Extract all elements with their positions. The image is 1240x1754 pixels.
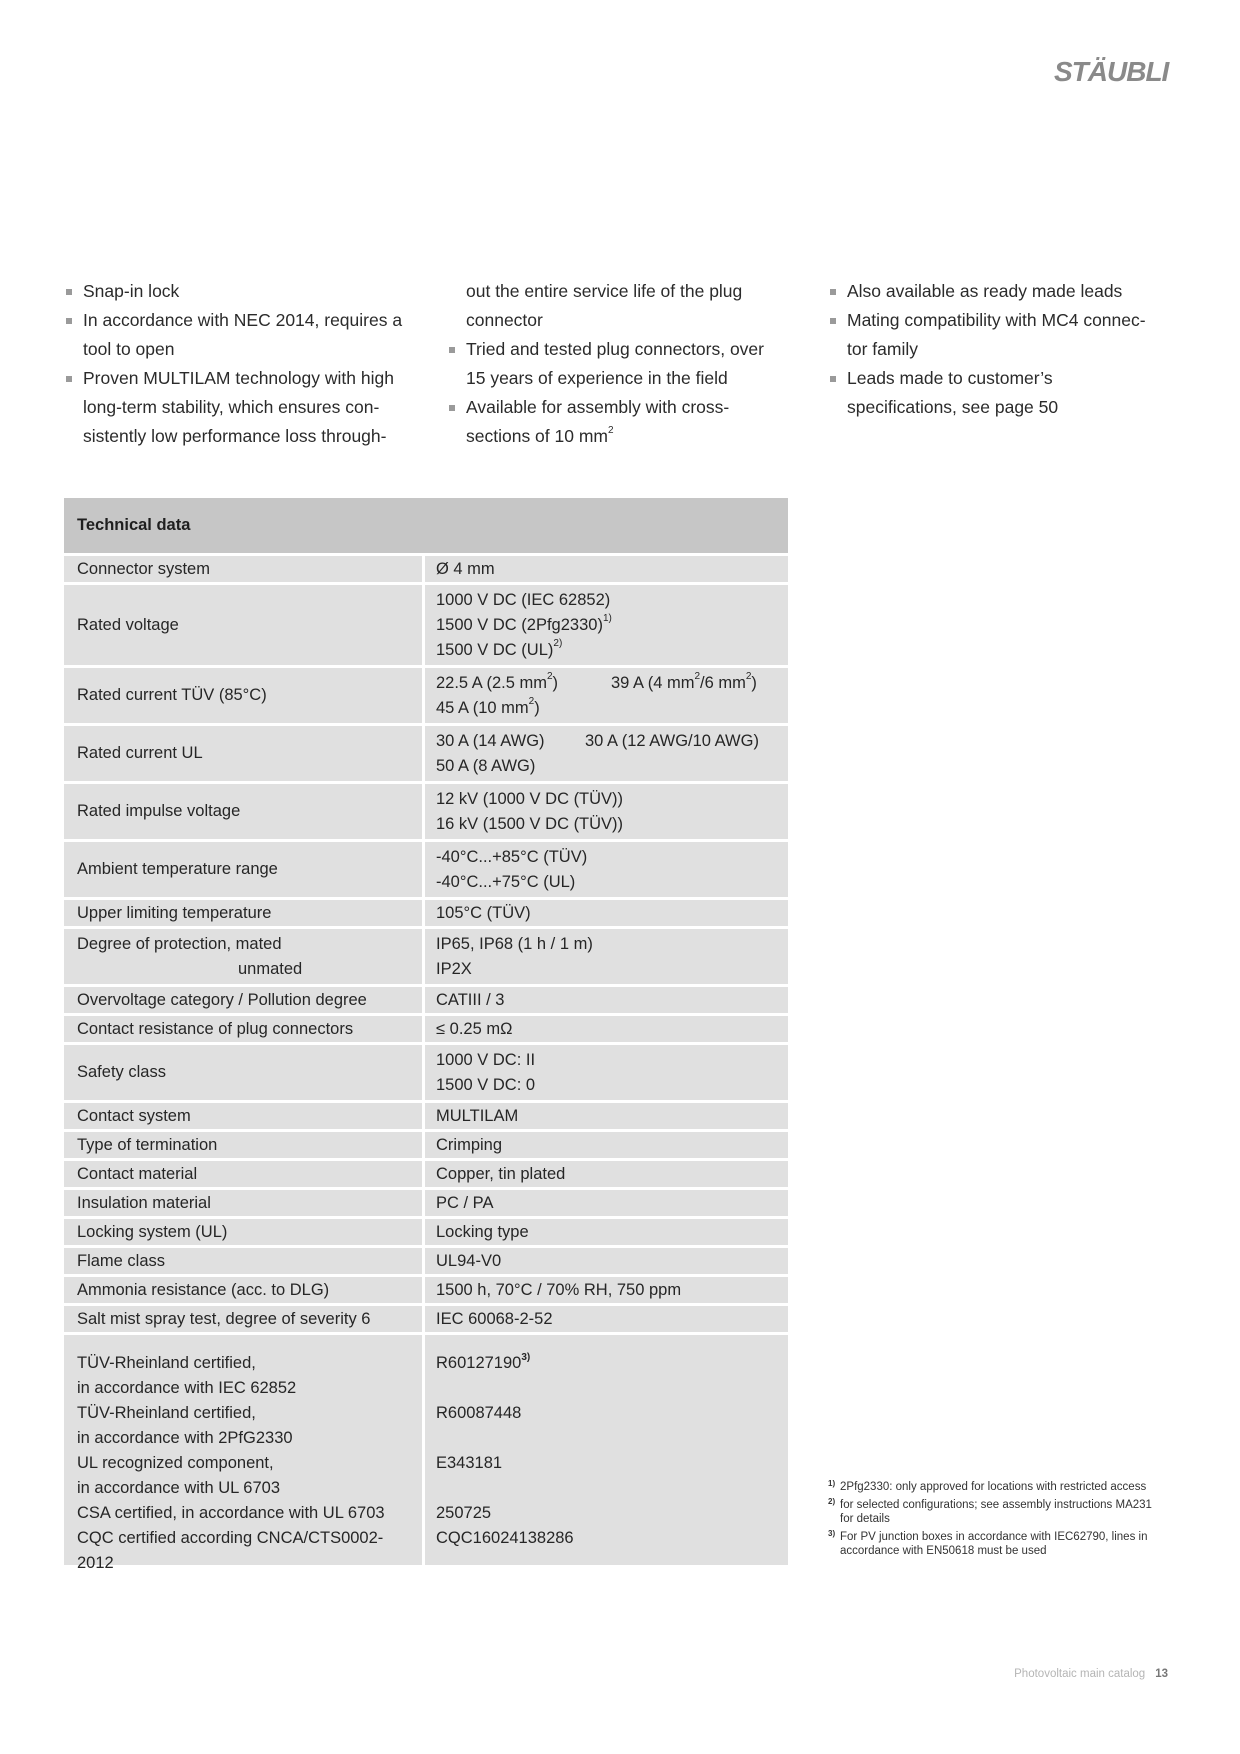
feature-item xyxy=(64,306,404,335)
value-text: ) xyxy=(751,673,757,692)
feature-text: connector xyxy=(466,310,543,330)
footnote xyxy=(828,1530,1168,1558)
label-line: TÜV-Rheinland certified, xyxy=(77,1404,256,1422)
row-value: Copper, tin plated xyxy=(436,1164,566,1183)
feature-item xyxy=(828,364,1168,393)
row-value xyxy=(425,929,788,984)
footnote-ref: 2) xyxy=(553,638,563,649)
row-value xyxy=(425,585,788,665)
feature-item xyxy=(447,393,787,422)
feature-item xyxy=(64,422,404,451)
feature-item xyxy=(447,277,787,306)
value-line: IP65, IP68 (1 h / 1 m) xyxy=(436,934,593,953)
features-column-2 xyxy=(447,277,787,451)
row-value xyxy=(425,842,788,897)
row-label: Ambient temperature range xyxy=(64,842,425,897)
row-label: Ammonia resistance (acc. to DLG) xyxy=(64,1277,425,1303)
footnotes xyxy=(828,1480,1168,1562)
value-cell xyxy=(436,671,611,696)
feature-text: tor family xyxy=(847,339,918,359)
row-label: Rated current TÜV (85°C) xyxy=(64,668,425,723)
feature-text: out the entire service life of the plug xyxy=(466,281,743,301)
bullet-icon xyxy=(830,289,836,295)
feature-item xyxy=(447,335,787,364)
table-row xyxy=(64,842,788,900)
label-line: CSA certified, in accordance with UL 6703 xyxy=(77,1504,385,1522)
feature-text: sistently low performance loss through- xyxy=(83,426,387,446)
value-line: -40°C...+85°C (TÜV) xyxy=(436,847,588,866)
row-label xyxy=(64,929,425,984)
staubli-logo-mark xyxy=(1052,50,1180,90)
feature-item xyxy=(447,422,787,451)
feature-text: Snap-in lock xyxy=(83,281,180,301)
value-cell: 30 A (12 AWG/10 AWG) xyxy=(585,731,759,750)
row-label: Upper limiting temperature xyxy=(64,900,425,926)
footnote-text: For PV junction boxes in accordance with IEC62790, lines in accordance with EN50618 must be used xyxy=(840,1531,1148,1557)
value-text: 39 A (4 mm xyxy=(611,673,695,692)
row-label: Flame class xyxy=(64,1248,425,1274)
feature-text: specifications, see page 50 xyxy=(847,397,1059,417)
table-row xyxy=(64,929,788,987)
row-value: 1500 h, 70°C / 70% RH, 750 ppm xyxy=(436,1280,682,1299)
value-text: R60127190 xyxy=(436,1354,522,1372)
row-value: 105°C (TÜV) xyxy=(436,903,531,922)
label-line: TÜV-Rheinland certified, xyxy=(77,1354,256,1372)
footnote xyxy=(828,1480,1168,1494)
feature-text: Tried and tested plug connectors, over xyxy=(466,339,764,359)
staubli-logo xyxy=(1052,50,1180,90)
feature-text: long-term stability, which ensures con- xyxy=(83,397,380,417)
table-row-certifications xyxy=(64,1335,788,1572)
technical-data-title: Technical data xyxy=(64,498,788,556)
label-line: in accordance with 2PfG2330 xyxy=(77,1429,293,1447)
row-label: Contact resistance of plug connectors xyxy=(64,1016,425,1042)
value-line: -40°C...+75°C (UL) xyxy=(436,872,576,891)
catalog-name: Photovoltaic main catalog xyxy=(1014,1668,1146,1680)
row-label: Insulation material xyxy=(64,1190,425,1216)
value-line xyxy=(436,671,777,696)
footnote-number: 1) xyxy=(828,1479,836,1488)
feature-item xyxy=(447,306,787,335)
feature-item xyxy=(828,306,1168,335)
row-value: IEC 60068-2-52 xyxy=(436,1309,553,1328)
value-line: E343181 xyxy=(436,1454,503,1472)
feature-item xyxy=(828,393,1168,422)
feature-item xyxy=(828,335,1168,364)
feature-text: 15 years of experience in the field xyxy=(466,368,728,388)
table-row xyxy=(64,1248,788,1277)
row-value: ≤ 0.25 mΩ xyxy=(436,1019,513,1038)
bullet-icon xyxy=(449,347,455,353)
page-footer xyxy=(1014,1668,1168,1680)
value-line xyxy=(436,696,777,721)
value-text: ) xyxy=(552,673,559,692)
value-line xyxy=(436,1376,441,1401)
row-value xyxy=(425,726,788,781)
feature-item xyxy=(64,364,404,393)
row-value: CATIII / 3 xyxy=(436,990,505,1009)
logo-text: STÄUBLI xyxy=(1054,56,1169,87)
value-line xyxy=(436,1426,441,1451)
table-row xyxy=(64,1103,788,1132)
row-value: MULTILAM xyxy=(436,1106,519,1125)
value-text: 1500 V DC (2Pfg2330) xyxy=(436,615,603,634)
technical-data-table xyxy=(64,498,788,1572)
footnote-text: for selected configurations; see assembly instructions MA231 for details xyxy=(840,1499,1152,1525)
value-text: 22.5 A (2.5 mm xyxy=(436,673,547,692)
value-text: ) xyxy=(534,698,540,717)
table-row xyxy=(64,1277,788,1306)
value-text: /6 mm xyxy=(700,673,746,692)
value-line: 1000 V DC (IEC 62852) xyxy=(436,590,611,609)
table-row xyxy=(64,900,788,929)
feature-item xyxy=(828,277,1168,306)
value-line: 1500 V DC: 0 xyxy=(436,1075,536,1094)
bullet-icon xyxy=(66,318,72,324)
row-value xyxy=(425,1335,788,1565)
row-value: UL94-V0 xyxy=(436,1251,502,1270)
bullet-icon xyxy=(830,318,836,324)
row-label: Salt mist spray test, degree of severity 6 xyxy=(64,1306,425,1332)
value-line xyxy=(436,729,777,754)
bullet-icon xyxy=(830,376,836,382)
bullet-icon xyxy=(66,289,72,295)
row-label: Locking system (UL) xyxy=(64,1219,425,1245)
footnote-text: 2Pfg2330: only approved for locations with restricted access xyxy=(840,1481,1147,1493)
value-line: CQC16024138286 xyxy=(436,1529,574,1547)
row-value: Crimping xyxy=(436,1135,503,1154)
label-line: CQC certified according CNCA/CTS0002-2012 xyxy=(77,1529,384,1572)
row-label: Rated impulse voltage xyxy=(64,784,425,839)
table-row xyxy=(64,784,788,842)
feature-item xyxy=(447,364,787,393)
feature-item xyxy=(64,277,404,306)
bullet-icon xyxy=(449,405,455,411)
features-column-3 xyxy=(828,277,1168,422)
superscript: 2 xyxy=(528,696,535,707)
table-row xyxy=(64,1016,788,1045)
features-column-1 xyxy=(64,277,404,451)
page-number: 13 xyxy=(1155,1668,1168,1680)
value-line: IP2X xyxy=(436,959,472,978)
footnote-ref: 1) xyxy=(602,613,612,624)
row-value: Ø 4 mm xyxy=(436,559,495,578)
row-value: PC / PA xyxy=(436,1193,494,1212)
superscript: 2 xyxy=(694,671,701,682)
row-label: Connector system xyxy=(64,556,425,582)
feature-text: tool to open xyxy=(83,339,175,359)
feature-text: In accordance with NEC 2014, requires a xyxy=(83,310,403,330)
label-line: UL recognized component, xyxy=(77,1454,274,1472)
value-cell: 30 A (14 AWG) xyxy=(436,731,545,750)
value-line: 250725 xyxy=(436,1504,492,1522)
row-label: Contact system xyxy=(64,1103,425,1129)
table-row xyxy=(64,1161,788,1190)
table-row xyxy=(64,1306,788,1335)
table-row xyxy=(64,668,788,726)
bullet-icon xyxy=(66,376,72,382)
table-row xyxy=(64,1045,788,1103)
label-line: in accordance with IEC 62852 xyxy=(77,1379,297,1397)
table-row xyxy=(64,1219,788,1248)
row-value xyxy=(425,668,788,723)
feature-text: Proven MULTILAM technology with high xyxy=(83,368,394,388)
feature-text: Mating compatibility with MC4 connec- xyxy=(847,310,1146,330)
footnote xyxy=(828,1498,1168,1526)
superscript: 2 xyxy=(546,671,553,682)
row-label: Rated voltage xyxy=(64,585,425,665)
table-row xyxy=(64,556,788,585)
feature-text: sections of 10 mm xyxy=(466,426,608,446)
table-row xyxy=(64,1190,788,1219)
row-label: Rated current UL xyxy=(64,726,425,781)
value-line xyxy=(436,1351,530,1376)
row-value xyxy=(425,1045,788,1100)
value-text: 1500 V DC (UL) xyxy=(436,640,554,659)
value-line xyxy=(436,1476,441,1501)
footnote-number: 3) xyxy=(828,1529,836,1538)
superscript: 2 xyxy=(745,671,752,682)
row-label xyxy=(64,1335,425,1572)
value-line: 12 kV (1000 V DC (TÜV)) xyxy=(436,789,624,808)
footnote-number: 2) xyxy=(828,1497,836,1506)
table-row xyxy=(64,987,788,1016)
label-line: Degree of protection, mated xyxy=(77,934,282,953)
row-label: Safety class xyxy=(64,1045,425,1100)
row-value xyxy=(425,784,788,839)
label-line: in accordance with UL 6703 xyxy=(77,1479,281,1497)
value-line: R60087448 xyxy=(436,1404,522,1422)
table-row xyxy=(64,585,788,668)
value-line: 16 kV (1500 V DC (TÜV)) xyxy=(436,814,624,833)
value-line xyxy=(436,613,777,638)
row-label: Contact material xyxy=(64,1161,425,1187)
value-line xyxy=(436,638,777,663)
feature-item xyxy=(64,335,404,364)
value-cell xyxy=(611,671,757,696)
feature-text: Leads made to customer’s xyxy=(847,368,1053,388)
table-row xyxy=(64,1132,788,1161)
label-line: unmated xyxy=(238,959,303,978)
footnote-ref: 3) xyxy=(521,1351,531,1363)
row-label: Type of termination xyxy=(64,1132,425,1158)
feature-text: Available for assembly with cross- xyxy=(466,397,730,417)
value-line: 50 A (8 AWG) xyxy=(436,756,536,775)
superscript: 2 xyxy=(608,425,614,437)
feature-text: Also available as ready made leads xyxy=(847,281,1123,301)
row-label: Overvoltage category / Pollution degree xyxy=(64,987,425,1013)
table-row xyxy=(64,726,788,784)
value-line: 1000 V DC: II xyxy=(436,1050,536,1069)
value-text: 45 A (10 mm xyxy=(436,698,529,717)
row-value: Locking type xyxy=(436,1222,529,1241)
feature-item xyxy=(64,393,404,422)
